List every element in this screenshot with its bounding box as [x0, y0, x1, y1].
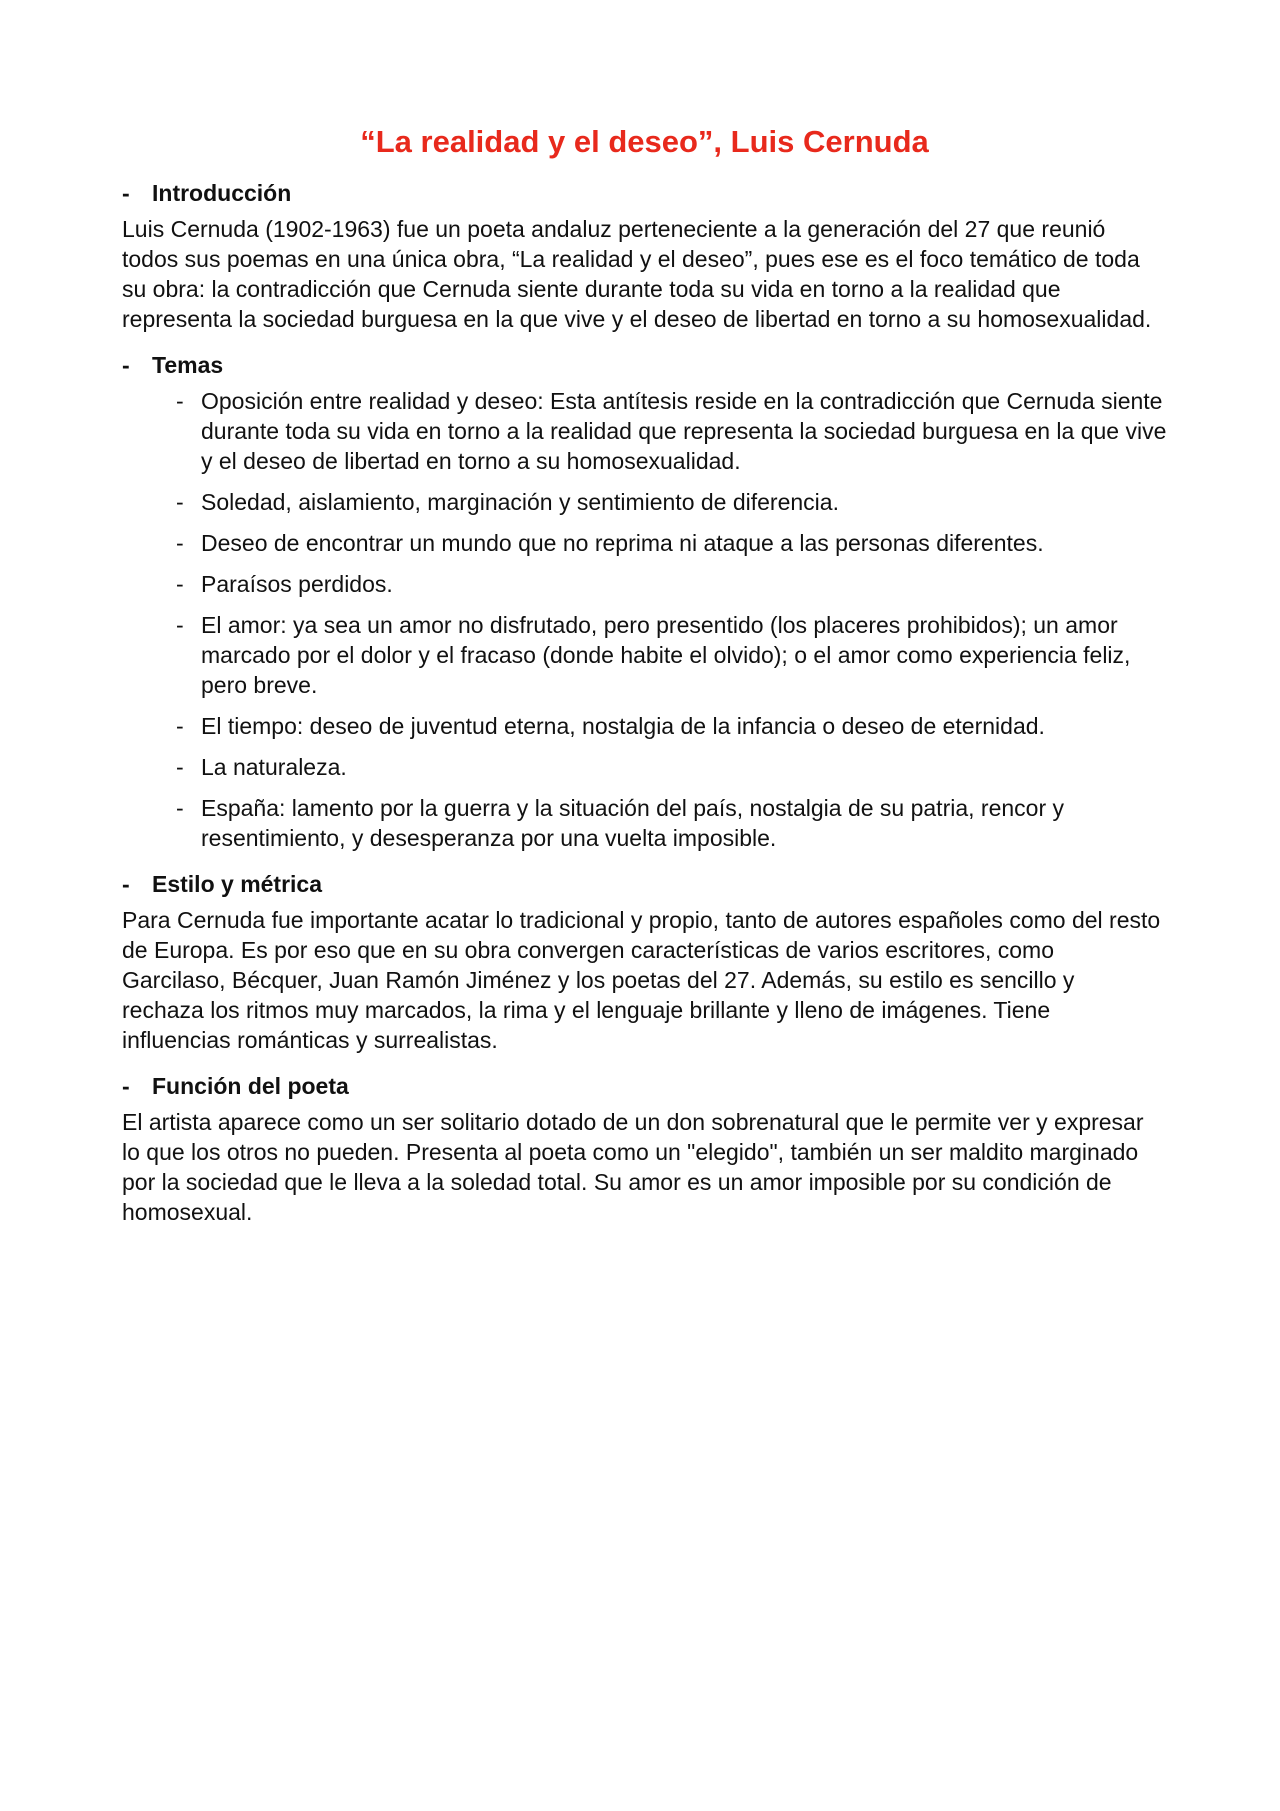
- section-heading-label: Introducción: [152, 180, 292, 206]
- bullet-dash: -: [176, 754, 184, 780]
- section-heading-temas: [122, 350, 1167, 380]
- list-item-text: Oposición entre realidad y deseo: Esta antítesis reside en la contradicción que Cernuda siente durante toda su vida en torno a la realidad que representa la sociedad burguesa en la que vive y el deseo de libertad en torno a su homosexualidad.: [201, 388, 1167, 474]
- list-item: [176, 793, 1167, 853]
- document-page: [122, 122, 1167, 1243]
- bullet-dash: -: [122, 1073, 130, 1099]
- document-title: “La realidad y el deseo”, Luis Cernuda: [360, 124, 929, 159]
- list-item: [176, 610, 1167, 700]
- list-item: [176, 487, 1167, 517]
- bullet-dash: -: [176, 571, 184, 597]
- introduccion-paragraph: Luis Cernuda (1902-1963) fue un poeta andaluz perteneciente a la generación del 27 que reunió todos sus poemas en una única obra, “La realidad y el deseo”, pues ese es el foco temático de toda su obra: la contradicción que Cernuda siente durante toda su vida en torno a la realidad que representa la sociedad burguesa en la que vive y el deseo de libertad en torno a su homosexualidad.: [122, 216, 1152, 332]
- bullet-dash: -: [176, 795, 184, 821]
- section-heading-estilo-y-metrica: [122, 869, 1167, 899]
- bullet-dash: -: [122, 180, 130, 206]
- bullet-dash: -: [176, 388, 184, 414]
- bullet-dash: -: [176, 489, 184, 515]
- estilo-paragraph: Para Cernuda fue importante acatar lo tradicional y propio, tanto de autores españoles como del resto de Europa. Es por eso que en su obra convergen características de varios escritores, como Garcilaso, Bécquer, Juan Ramón Jiménez y los poetas del 27. Además, su estilo es sencillo y rechaza los ritmos muy marcados, la rima y el lenguaje brillante y lleno de imágenes. Tiene influencias románticas y surrealistas.: [122, 907, 1161, 1053]
- list-item: [176, 569, 1167, 599]
- list-item: [176, 528, 1167, 558]
- list-item: [176, 752, 1167, 782]
- section-heading-label: Función del poeta: [152, 1073, 349, 1099]
- funcion-paragraph: El artista aparece como un ser solitario dotado de un don sobrenatural que le permite ver y expresar lo que los otros no pueden. Presenta al poeta como un "elegido", también un ser maldito marginado por la sociedad que le lleva a la soledad total. Su amor es un amor imposible por su condición de homosexual.: [122, 1109, 1144, 1225]
- section-heading-label: Temas: [152, 352, 224, 378]
- list-item-text: Soledad, aislamiento, marginación y sentimiento de diferencia.: [201, 489, 839, 515]
- bullet-dash: -: [122, 352, 130, 378]
- bullet-dash: -: [176, 612, 184, 638]
- list-item-text: España: lamento por la guerra y la situación del país, nostalgia de su patria, rencor y resentimiento, y desesperanza por una vuelta imposible.: [201, 795, 1064, 851]
- temas-list: [122, 386, 1167, 853]
- list-item-text: La naturaleza.: [201, 754, 347, 780]
- list-item-text: El amor: ya sea un amor no disfrutado, pero presentido (los placeres prohibidos); un amor marcado por el dolor y el fracaso (donde habite el olvido); o el amor como experiencia feliz, pero breve.: [201, 612, 1131, 698]
- section-heading-label: Estilo y métrica: [152, 871, 323, 897]
- bullet-dash: -: [122, 871, 130, 897]
- section-heading-introduccion: [122, 178, 1167, 208]
- list-item: [176, 386, 1167, 476]
- bullet-dash: -: [176, 530, 184, 556]
- list-item: [176, 711, 1167, 741]
- list-item-text: Paraísos perdidos.: [201, 571, 393, 597]
- list-item-text: Deseo de encontrar un mundo que no reprima ni ataque a las personas diferentes.: [201, 530, 1044, 556]
- bullet-dash: -: [176, 713, 184, 739]
- list-item-text: El tiempo: deseo de juventud eterna, nostalgia de la infancia o deseo de eternidad.: [201, 713, 1045, 739]
- section-heading-funcion-del-poeta: [122, 1071, 1167, 1101]
